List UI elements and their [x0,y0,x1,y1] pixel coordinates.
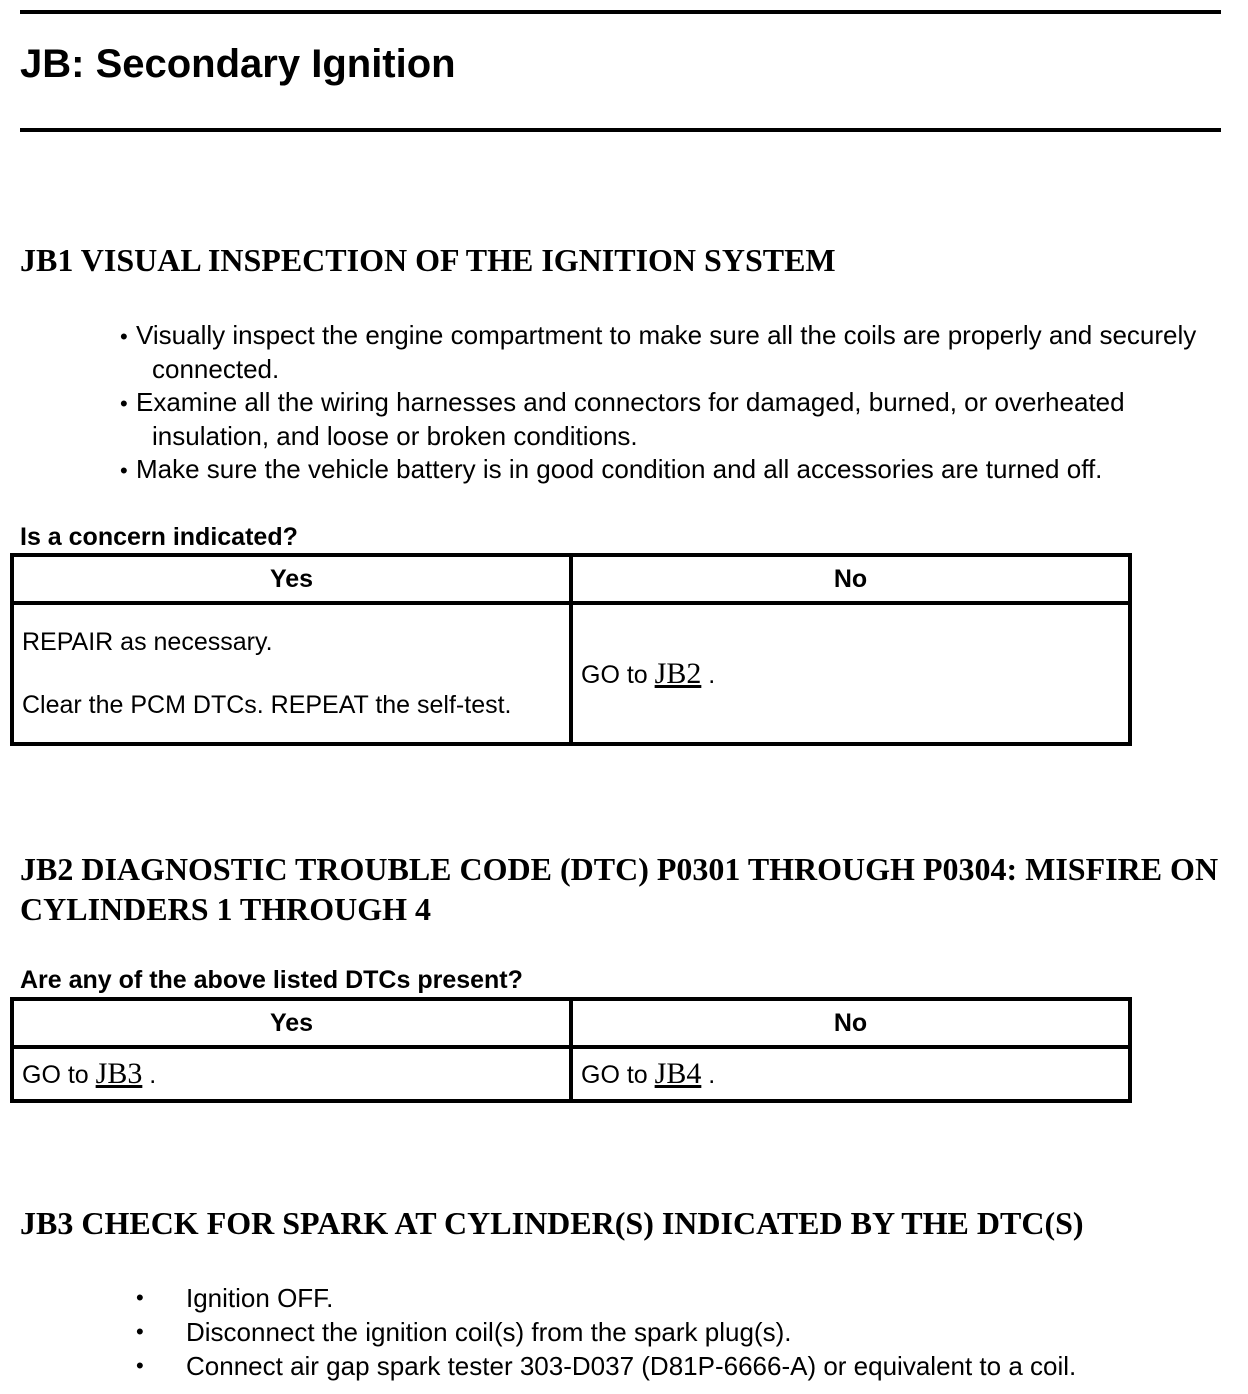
yes-cell [12,1047,571,1101]
list-item-text: Make sure the vehicle battery is in good condition and all accessories are turned off. [136,454,1103,484]
bullet-icon: • [120,391,128,416]
list-item [104,386,1204,453]
page-title: JB: Secondary Ignition [20,42,456,86]
yes-header: Yes [12,999,571,1047]
link-jb3[interactable]: JB3 [95,1057,143,1090]
jb1-question: Is a concern indicated? [20,523,298,551]
jb1-answer-table [10,553,1132,746]
yes-header: Yes [12,555,571,603]
goto-prefix: GO to [22,1061,89,1089]
list-item-text: Ignition OFF. [186,1283,334,1313]
goto-prefix: GO to [581,1061,648,1089]
list-item-text: Disconnect the ignition coil(s) from the spark plug(s). [186,1317,792,1347]
list-item [136,1349,1216,1383]
no-cell [571,1047,1130,1101]
jb1-heading: JB1 VISUAL INSPECTION OF THE IGNITION SYSTEM [20,242,836,278]
goto-suffix: . [149,1061,157,1089]
table-row [12,603,1130,744]
top-rule [20,10,1221,14]
bullet-icon: • [120,458,128,483]
no-cell [571,603,1130,744]
link-jb2[interactable]: JB2 [654,656,702,690]
list-item [136,1315,1216,1349]
goto-suffix: . [708,660,716,689]
list-item-text: Examine all the wiring harnesses and connectors for damaged, burned, or overheated insulation, and loose or broken conditions. [136,387,1125,451]
list-item-text: Visually inspect the engine compartment to make sure all the coils are properly and securely connected. [136,320,1197,384]
table-header-row [12,555,1130,603]
yes-action-repair: REPAIR as necessary. [22,627,273,656]
table-header-row [12,999,1130,1047]
no-header: No [571,999,1130,1047]
goto-prefix: GO to [581,660,648,689]
no-header: No [571,555,1130,603]
list-item [136,1281,1216,1315]
list-item [104,453,1204,487]
bullet-icon: • [120,324,128,349]
table-row [12,1047,1130,1101]
list-item-text: Connect air gap spark tester 303-D037 (D81P-6666-A) or equivalent to a coil. [186,1351,1077,1381]
list-item [104,319,1204,386]
jb3-heading: JB3 CHECK FOR SPARK AT CYLINDER(S) INDICATED BY THE DTC(S) [20,1205,1084,1241]
jb1-instruction-list [104,319,1204,487]
bullet-icon: • [136,1285,144,1310]
goto-suffix: . [708,1061,716,1089]
jb2-question: Are any of the above listed DTCs present? [20,966,523,994]
bullet-icon: • [136,1353,144,1378]
bullet-icon: • [136,1319,144,1344]
jb2-heading: JB2 DIAGNOSTIC TROUBLE CODE (DTC) P0301 THROUGH P0304: MISFIRE ON CYLINDERS 1 THROUGH 4 [20,851,1219,927]
title-underline-rule [20,128,1221,132]
link-jb4[interactable]: JB4 [654,1057,702,1090]
jb2-answer-table [10,997,1132,1103]
yes-action-clear: Clear the PCM DTCs. REPEAT the self-test. [22,690,512,719]
yes-cell [12,603,571,744]
jb3-instruction-list [136,1281,1216,1383]
